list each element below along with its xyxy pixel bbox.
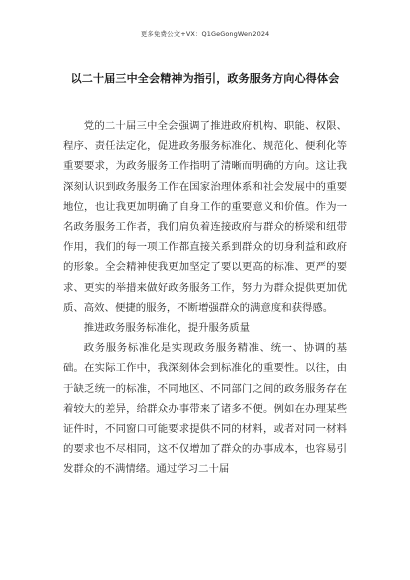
body-paragraph: 党的二十届三中全会强调了推进政府机构、职能、权限、程序、责任法定化，促进政务服务标准化、规范化、便利化等重要要求，为政务服务工作指明了清晰而明确的方向。这让我深刻认识到政务服务工作在国家治理体系和社会发展中的重要地位，也让我更加明确了自身工作的重要意义和价值。作为一名政务服务工作者，我们肩负着连接政府与群众的桥梁和纽带作用，我们的每一项工作都直接关系到群众的切身利益和政府的形象。全会精神使我更加坚定了要以更高的标准、更严的要求、更实的举措来做好政务服务工作，努力为群众提供更加优质、高效、便捷的服务，不断增强群众的满意度和获得感。 [63,120,347,314]
document-title: 以二十届三中全会精神为指引，政务服务方向心得体会 [70,72,340,85]
section-heading: 推进政务服务标准化，提升服务质量 [83,322,251,335]
header-note: 更多免费公文+VX：Q1GeGongWen2024 [140,30,270,38]
body-paragraph: 政务服务标准化是实现政务服务精准、统一、协调的基础。在实际工作中，我深刻体会到标准化的重要性。以往，由于缺乏统一的标准，不同地区、不同部门之间的政务服务存在着较大的差异，给群众办事带来了诸多不便。例如在办理某些证件时，不同窗口可能要求提供不同的材料，或者对同一材料的要求也不尽相同，这不仅增加了群众的办事成本，也容易引发群众的不满情绪。通过学习二十届 [63,342,347,476]
document-body [63,116,347,480]
